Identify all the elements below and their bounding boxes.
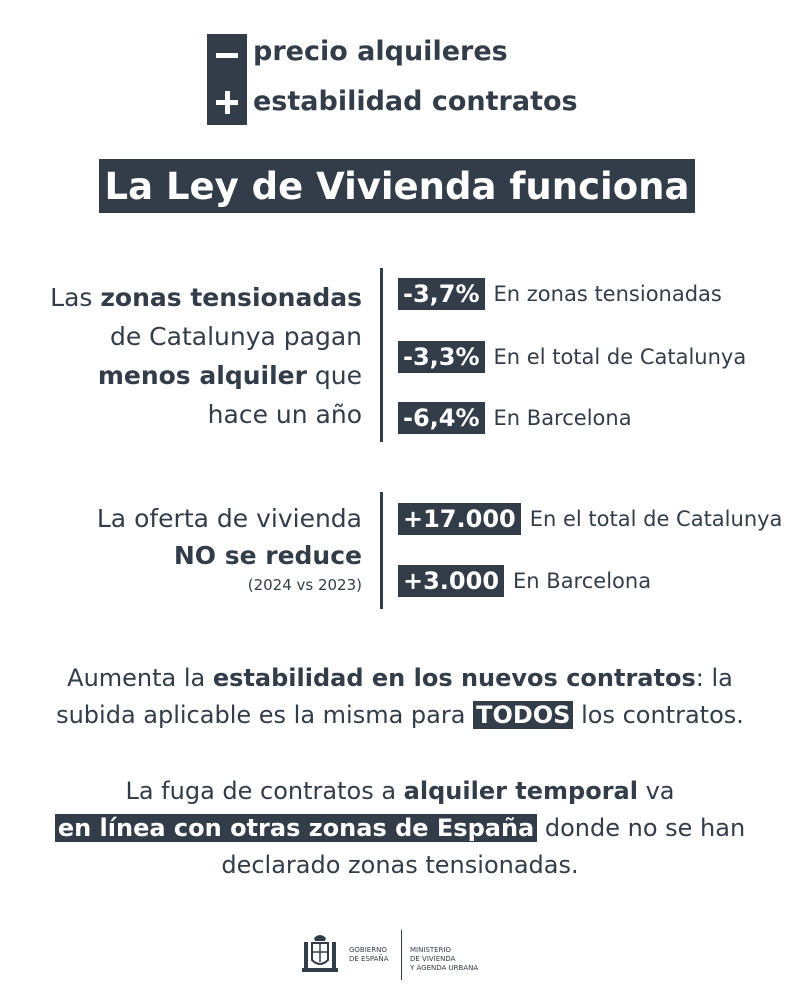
- bold-menos-alquiler: menos alquiler: [97, 361, 307, 390]
- text-fragment: de Catalunya pagan: [109, 322, 362, 351]
- text-fragment: que: [306, 361, 362, 390]
- period-note: (2024 vs 2023): [247, 576, 362, 594]
- page-title: La Ley de Vivienda funciona: [104, 164, 690, 208]
- stat-row: [398, 341, 746, 373]
- temporary-rental-paragraph: [0, 773, 800, 884]
- text-fragment: declarado zonas tensionadas.: [221, 851, 579, 879]
- stat-row: [398, 565, 651, 597]
- stat-label: En el total de Catalunya: [493, 345, 747, 369]
- stat-label: En Barcelona: [493, 406, 632, 430]
- coat-of-arms-icon: [300, 932, 340, 976]
- text-fragment: GOBIERNO: [349, 946, 387, 954]
- stability-paragraph: [0, 660, 800, 734]
- header-plus-line: estabilidad contratos: [253, 86, 578, 117]
- stat-value: -3,3%: [398, 341, 485, 373]
- highlight-en-linea: en línea con otras zonas de España: [55, 814, 537, 842]
- title-banner: [99, 159, 695, 213]
- text-fragment: DE VIVIENDA: [410, 955, 456, 963]
- bold-no-se-reduce: NO se reduce: [173, 541, 362, 570]
- bold-alquiler-temporal: alquiler temporal: [403, 777, 638, 805]
- header-minus-line: precio alquileres: [253, 36, 508, 67]
- stat-value: -3,7%: [398, 278, 485, 310]
- text-fragment: Las: [50, 283, 101, 312]
- bold-zonas-tensionadas: zonas tensionadas: [100, 283, 362, 312]
- housing-supply-text: [97, 500, 362, 596]
- text-fragment: MINISTERIO: [410, 946, 451, 954]
- text-fragment: Aumenta la: [67, 664, 213, 692]
- rent-decrease-text: [50, 278, 362, 434]
- text-fragment: los contratos.: [573, 701, 744, 729]
- ministry-label: [410, 946, 478, 973]
- stat-value: +17.000: [398, 503, 521, 535]
- bold-estabilidad: estabilidad en los nuevos contratos: [212, 664, 696, 692]
- text-fragment: Y AGENDA URBANA: [410, 964, 479, 972]
- text-fragment: donde no se han: [537, 814, 746, 842]
- stat-row: [398, 278, 722, 310]
- government-label: [349, 946, 389, 964]
- text-fragment: La oferta de vivienda: [96, 504, 362, 533]
- footer-divider: [401, 930, 402, 980]
- text-fragment: La fuga de contratos a: [125, 777, 404, 805]
- text-fragment: DE ESPAÑA: [349, 955, 389, 963]
- text-fragment: va: [637, 777, 675, 805]
- stat-label: En zonas tensionadas: [493, 282, 722, 306]
- stat-value: +3.000: [398, 565, 504, 597]
- symbol-column: [207, 34, 247, 125]
- stat-row: [398, 402, 632, 434]
- plus-icon-vertical: [225, 91, 230, 114]
- text-fragment: hace un año: [207, 400, 362, 429]
- text-fragment: : la: [695, 664, 733, 692]
- text-fragment: subida aplicable es la misma para: [56, 701, 474, 729]
- stat-value: -6,4%: [398, 402, 485, 434]
- stat-row: [398, 503, 782, 535]
- divider-line: [380, 268, 383, 442]
- stat-label: En el total de Catalunya: [529, 507, 783, 531]
- minus-icon: [216, 53, 238, 58]
- highlight-todos: TODOS: [473, 701, 573, 729]
- stat-label: En Barcelona: [513, 569, 652, 593]
- divider-line: [380, 492, 383, 609]
